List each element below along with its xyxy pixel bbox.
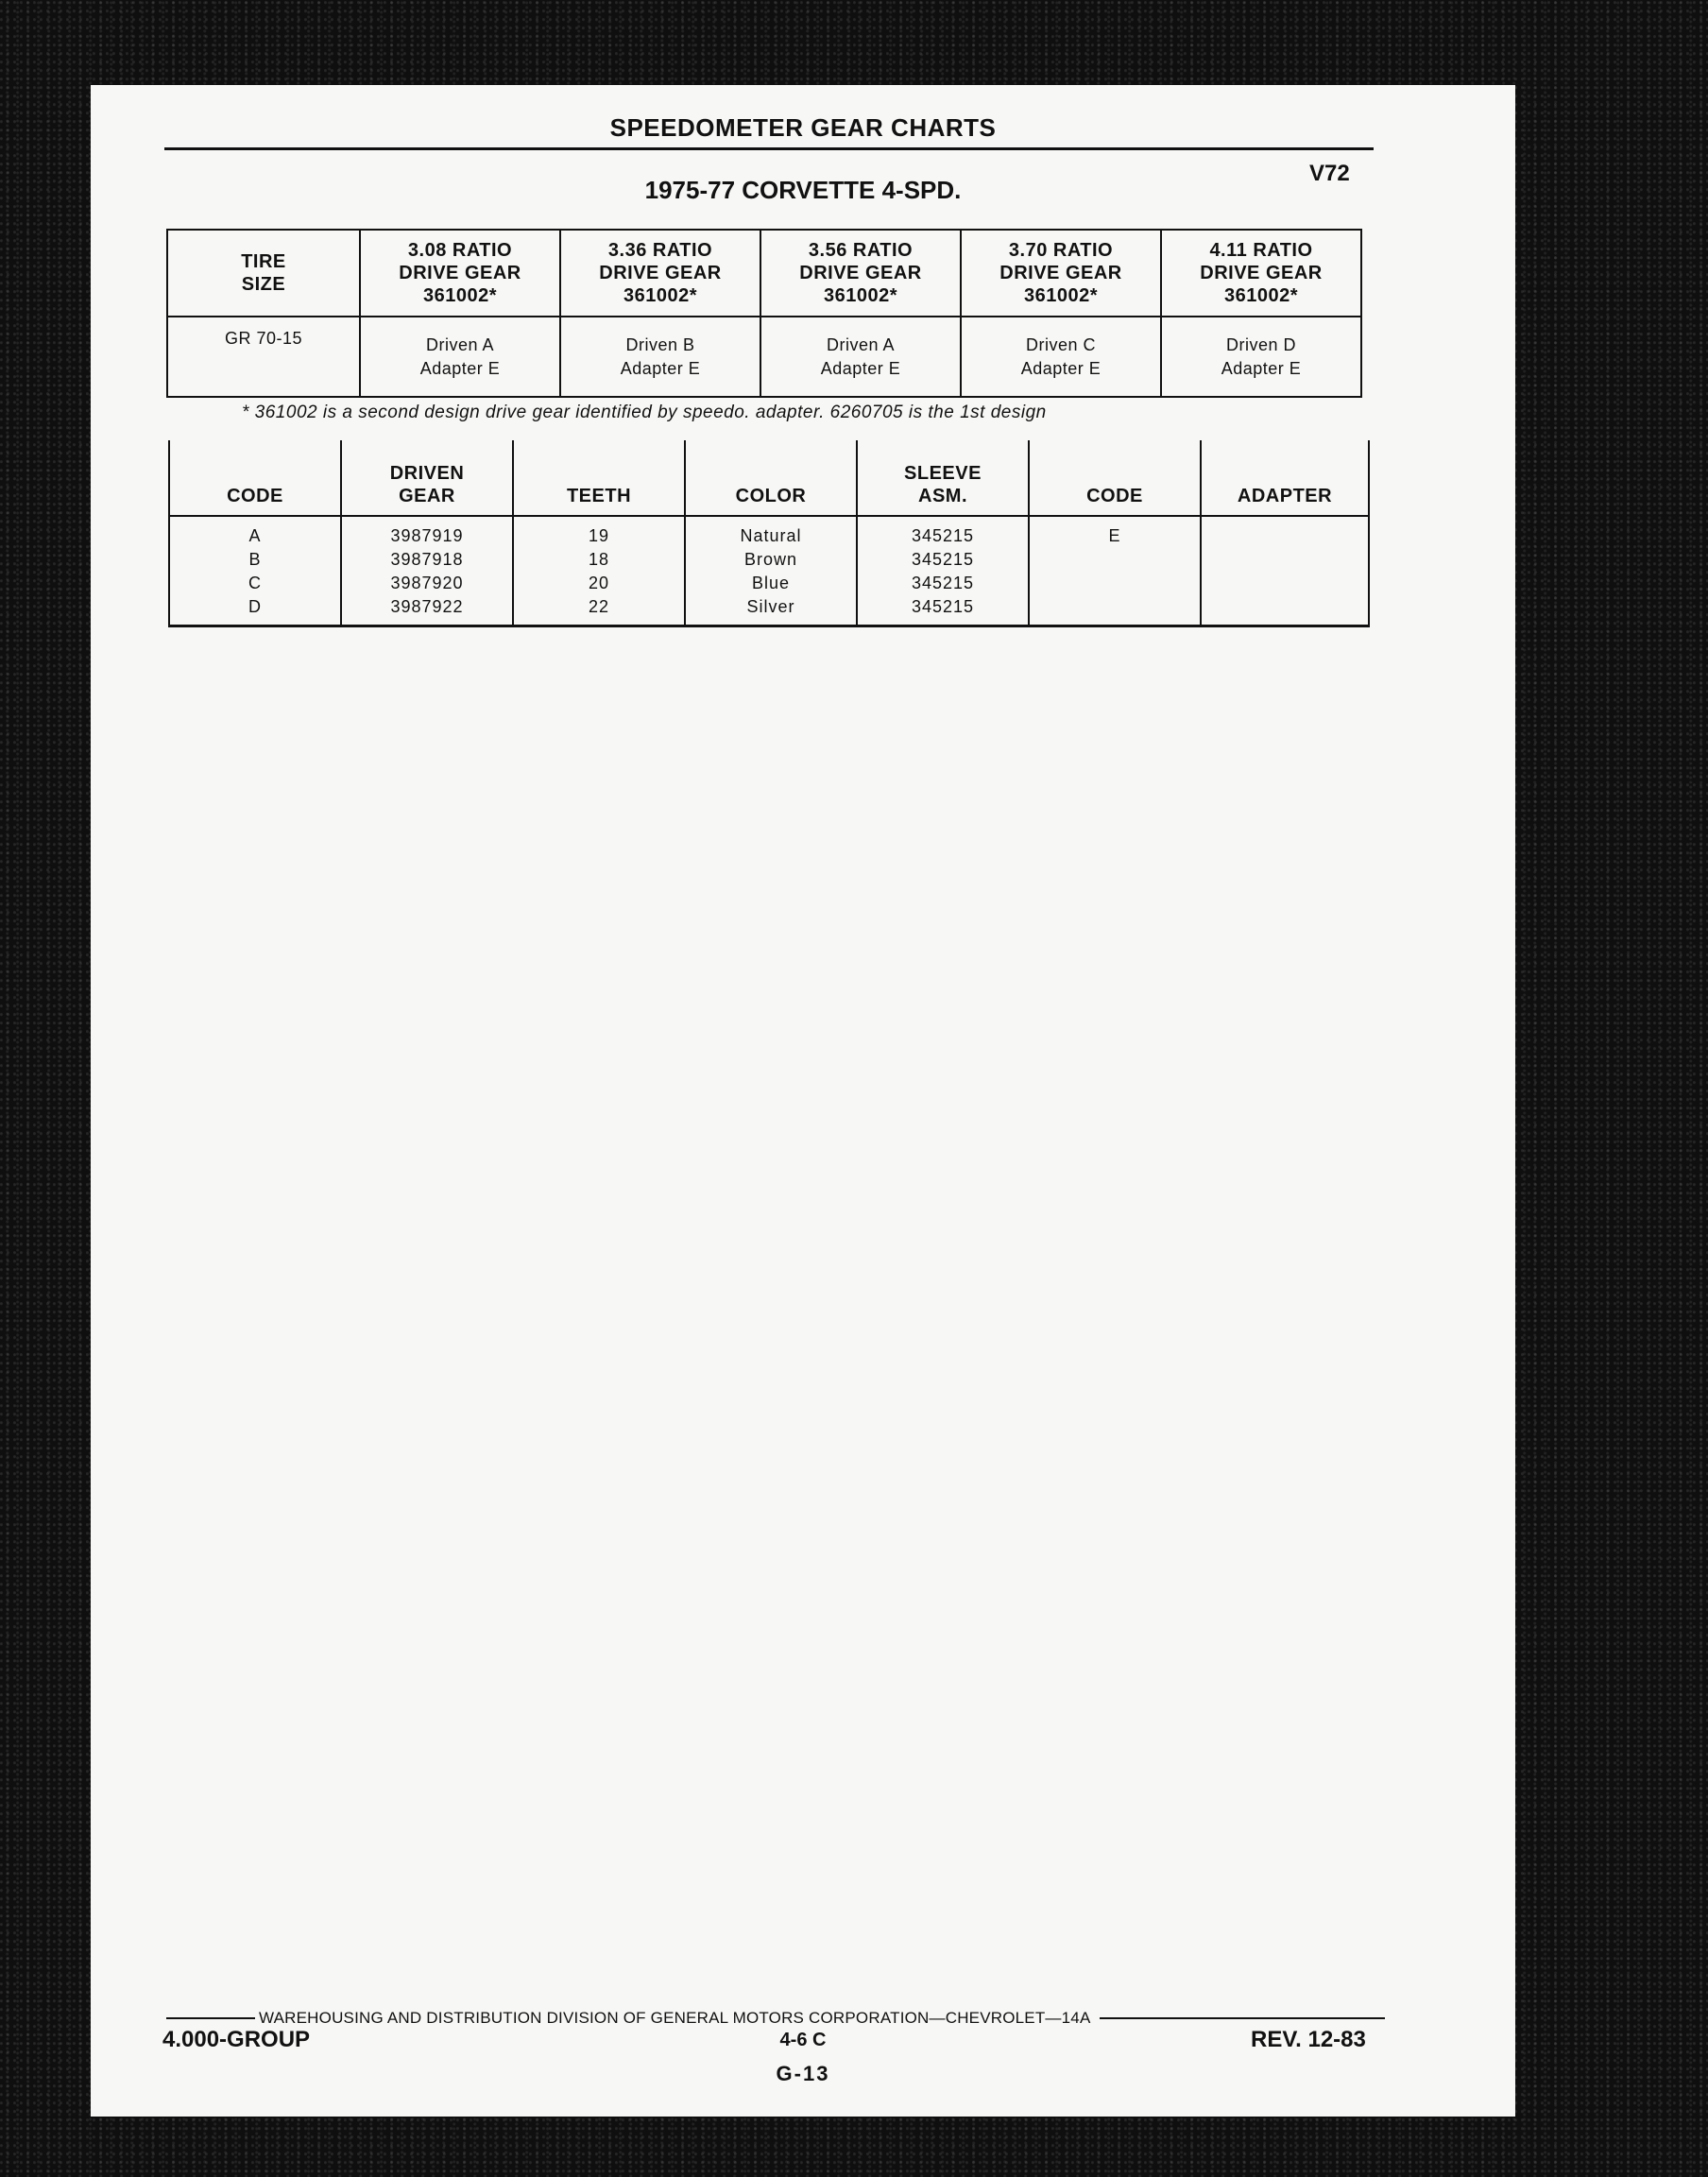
ratio-356-cell: Driven A Adapter E	[760, 317, 961, 397]
model-code: V72	[1309, 161, 1350, 186]
table-row	[169, 516, 1369, 626]
code-value: C	[248, 574, 262, 592]
driven-gear-value: 3987920	[390, 574, 464, 592]
driven-gear-value: 3987918	[390, 550, 464, 569]
header-code: CODE	[169, 440, 341, 516]
tire-size-cell: GR 70-15	[167, 317, 360, 397]
adapter-code-column	[1029, 516, 1201, 626]
color-value: Brown	[743, 550, 798, 569]
page-number: G-13	[776, 2062, 830, 2085]
header-tire-size: TIRE SIZE	[167, 230, 360, 317]
header-adapter-code: CODE	[1029, 440, 1201, 516]
header-ratio-308: 3.08 RATIO DRIVE GEAR 361002*	[360, 230, 560, 317]
teeth-value: 18	[588, 550, 610, 569]
driven-gear-table	[168, 440, 1370, 627]
header-color: COLOR	[685, 440, 857, 516]
ratio-table	[166, 229, 1362, 398]
sleeve-asm-value: 345215	[911, 597, 975, 616]
footer-group: 4.000-GROUP	[162, 2027, 311, 2052]
header-teeth: TEETH	[513, 440, 685, 516]
sleeve-asm-column	[857, 516, 1029, 626]
header-ratio-411: 4.11 RATIO DRIVE GEAR 361002*	[1161, 230, 1361, 317]
color-value: Silver	[746, 597, 795, 616]
footer-revision: REV. 12-83	[1251, 2027, 1366, 2052]
code-value: B	[248, 550, 262, 569]
adapter-code-value: E	[1108, 526, 1121, 545]
gear-table-header-row	[169, 440, 1369, 516]
teeth-value: 20	[588, 574, 610, 592]
footer-section: 4-6 C	[779, 2030, 827, 2050]
chart-subtitle: 1975-77 CORVETTE 4-SPD.	[644, 176, 962, 204]
table-row	[167, 317, 1361, 397]
sleeve-asm-value: 345215	[911, 550, 975, 569]
footer-rule-left	[166, 2017, 255, 2019]
driven-gear-column	[341, 516, 513, 626]
code-value: A	[248, 526, 262, 545]
color-value: Blue	[751, 574, 791, 592]
driven-gear-value: 3987919	[390, 526, 464, 545]
header-adapter: ADAPTER	[1201, 440, 1369, 516]
teeth-value: 19	[588, 526, 610, 545]
ratio-336-cell: Driven B Adapter E	[560, 317, 760, 397]
code-value: D	[248, 597, 262, 616]
sleeve-asm-value: 345215	[911, 574, 975, 592]
sleeve-asm-value: 345215	[911, 526, 975, 545]
ratio-308-cell: Driven A Adapter E	[360, 317, 560, 397]
footer-division-line	[166, 2009, 1385, 2028]
title-rule	[164, 147, 1374, 150]
header-ratio-336: 3.36 RATIO DRIVE GEAR 361002*	[560, 230, 760, 317]
ratio-table-header-row	[167, 230, 1361, 317]
header-driven-gear: DRIVEN GEAR	[341, 440, 513, 516]
header-ratio-370: 3.70 RATIO DRIVE GEAR 361002*	[961, 230, 1161, 317]
driven-gear-value: 3987922	[390, 597, 464, 616]
ratio-370-cell: Driven C Adapter E	[961, 317, 1161, 397]
color-value: Natural	[740, 526, 802, 545]
adapter-column	[1201, 516, 1369, 626]
ratio-411-cell: Driven D Adapter E	[1161, 317, 1361, 397]
footnote: * 361002 is a second design drive gear identified by speedo. adapter. 6260705 is the 1st design	[242, 403, 1047, 422]
footer-rule-right	[1100, 2017, 1385, 2019]
teeth-column	[513, 516, 685, 626]
footer-division: WAREHOUSING AND DISTRIBUTION DIVISION OF GENERAL MOTORS CORPORATION—CHEVROLET—14A	[259, 2009, 1091, 2027]
teeth-value: 22	[588, 597, 610, 616]
page-title: SPEEDOMETER GEAR CHARTS	[609, 113, 997, 142]
document-page	[91, 85, 1515, 2117]
code-column	[169, 516, 341, 626]
header-ratio-356: 3.56 RATIO DRIVE GEAR 361002*	[760, 230, 961, 317]
header-sleeve-asm: SLEEVE ASM.	[857, 440, 1029, 516]
color-column	[685, 516, 857, 626]
